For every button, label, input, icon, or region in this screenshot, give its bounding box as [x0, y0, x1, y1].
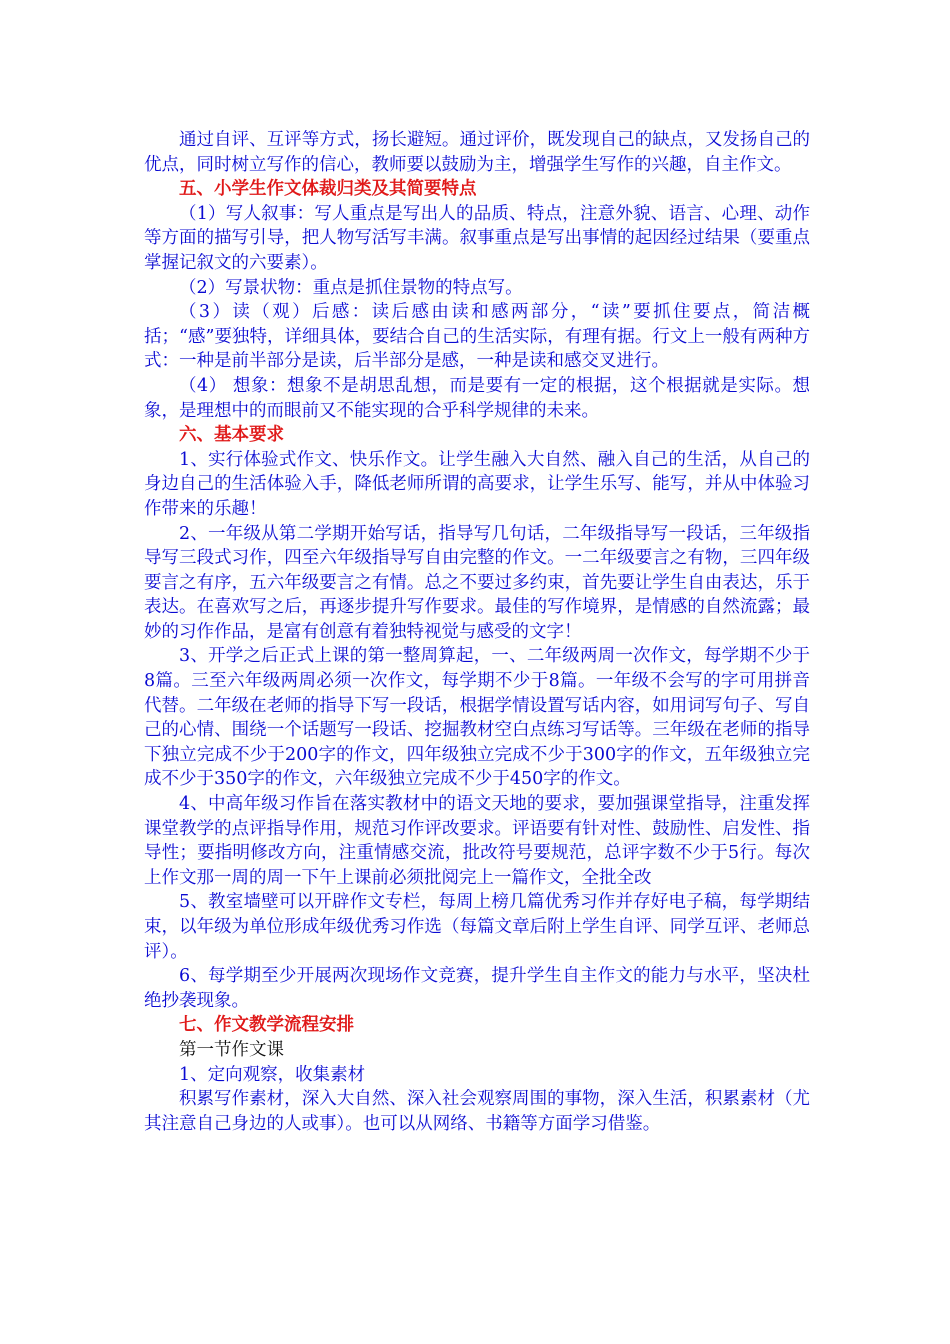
paragraph-requirement-1: 1、实行体验式作文、快乐作文。让学生融入大自然、融入自己的生活，从自己的身边自己的生活体验入手，降低老师所谓的高要求，让学生乐写、能写，并从中体验习作带来的乐趣！ [144, 449, 810, 519]
document-page [144, 128, 810, 1136]
paragraph-reading-response: （3）读（观）后感：读后感由读和感两部分，“读”要抓住要点，简洁概括；“感”要独特，详细具体，要结合自己的生活实际，有理有据。行文上一般有两种方式：一种是前半部分是读，后半部分是感，一种是读和感交叉进行。 [144, 302, 810, 372]
paragraph-scenery: （2）写景状物：重点是抓住景物的特点写。 [179, 277, 523, 298]
paragraph-requirement-2: 2、一年级从第二学期开始写话，指导写几句话，二年级指导写一段话，三年级指导写三段式习作，四至六年级指导写自由完整的作文。一二年级要言之有物，三四年级要言之有序，五六年级要言之有情。总之不要过多约束，首先要让学生自由表达，乐于表达。在喜欢写之后，再逐步提升写作要求。最佳的写作境界，是情感的自然流露；最妙的习作作品，是富有创意有着独特视觉与感受的文字！ [144, 523, 810, 642]
paragraph-first-lesson: 第一节作文课 [179, 1039, 284, 1060]
paragraph-requirement-3: 3、开学之后正式上课的第一整周算起，一、二年级两周一次作文，每学期不少于8篇。三至六年级两周必须一次作文，每学期不少于8篇。一年级不会写的字可用拼音代替。二年级在老师的指导下写一段话，根据学情设置写话内容，如用词写句子、写自己的心情、围绕一个话题写一段话、挖掘教材空白点练习写话等。三年级在老师的指导下独立完成不少于200字的作文，四年级独立完成不少于300字的作文，五年级独立完成不少于350字的作文，六年级独立完成不少于450字的作文。 [144, 646, 810, 790]
paragraph-people-events: （1）写人叙事：写人重点是写出人的品质、特点，注意外貌、语言、心理、动作等方面的描写引导，把人物写活写丰满。叙事重点是写出事情的起因经过结果（要重点掌握记叙文的六要素）。 [144, 203, 810, 273]
paragraph-collect-material: 积累写作素材，深入大自然、深入社会观察周围的事物，深入生活，积累素材（尤其注意自己身边的人或事）。也可以从网络、书籍等方面学习借鉴。 [144, 1089, 810, 1134]
heading-section-6: 六、基本要求 [179, 425, 284, 446]
paragraph-requirement-5: 5、教室墙壁可以开辟作文专栏，每周上榜几篇优秀习作并存好电子稿，每学期结束，以年级为单位形成年级优秀习作选（每篇文章后附上学生自评、同学互评、老师总评）。 [144, 892, 810, 962]
heading-section-5: 五、小学生作文体裁归类及其简要特点 [179, 179, 477, 200]
paragraph-imagination: （4） 想象：想象不是胡思乱想，而是要有一定的根据，这个根据就是实际。想象，是理想中的而眼前又不能实现的合乎科学规律的未来。 [144, 375, 810, 421]
paragraph-evaluation: 通过自评、互评等方式，扬长避短。通过评价，既发现自己的缺点，又发扬自己的优点，同时树立写作的信心，教师要以鼓励为主，增强学生写作的兴趣，自主作文。 [144, 130, 810, 175]
paragraph-requirement-4: 4、中高年级习作旨在落实教材中的语文天地的要求，要加强课堂指导，注重发挥课堂教学的点评指导作用，规范习作评改要求。评语要有针对性、鼓励性、启发性、指导性；要指明修改方向，注重情感交流，批改符号要规范，总评字数不少于5行。每次上作文那一周的周一下午上课前必须批阅完上一篇作文，全批全改 [144, 794, 810, 888]
heading-section-7: 七、作文教学流程安排 [179, 1015, 354, 1036]
paragraph-step-1: 1、定向观察，收集素材 [179, 1064, 366, 1085]
paragraph-requirement-6: 6、每学期至少开展两次现场作文竞赛，提升学生自主作文的能力与水平，坚决杜绝抄袭现象。 [144, 966, 810, 1011]
